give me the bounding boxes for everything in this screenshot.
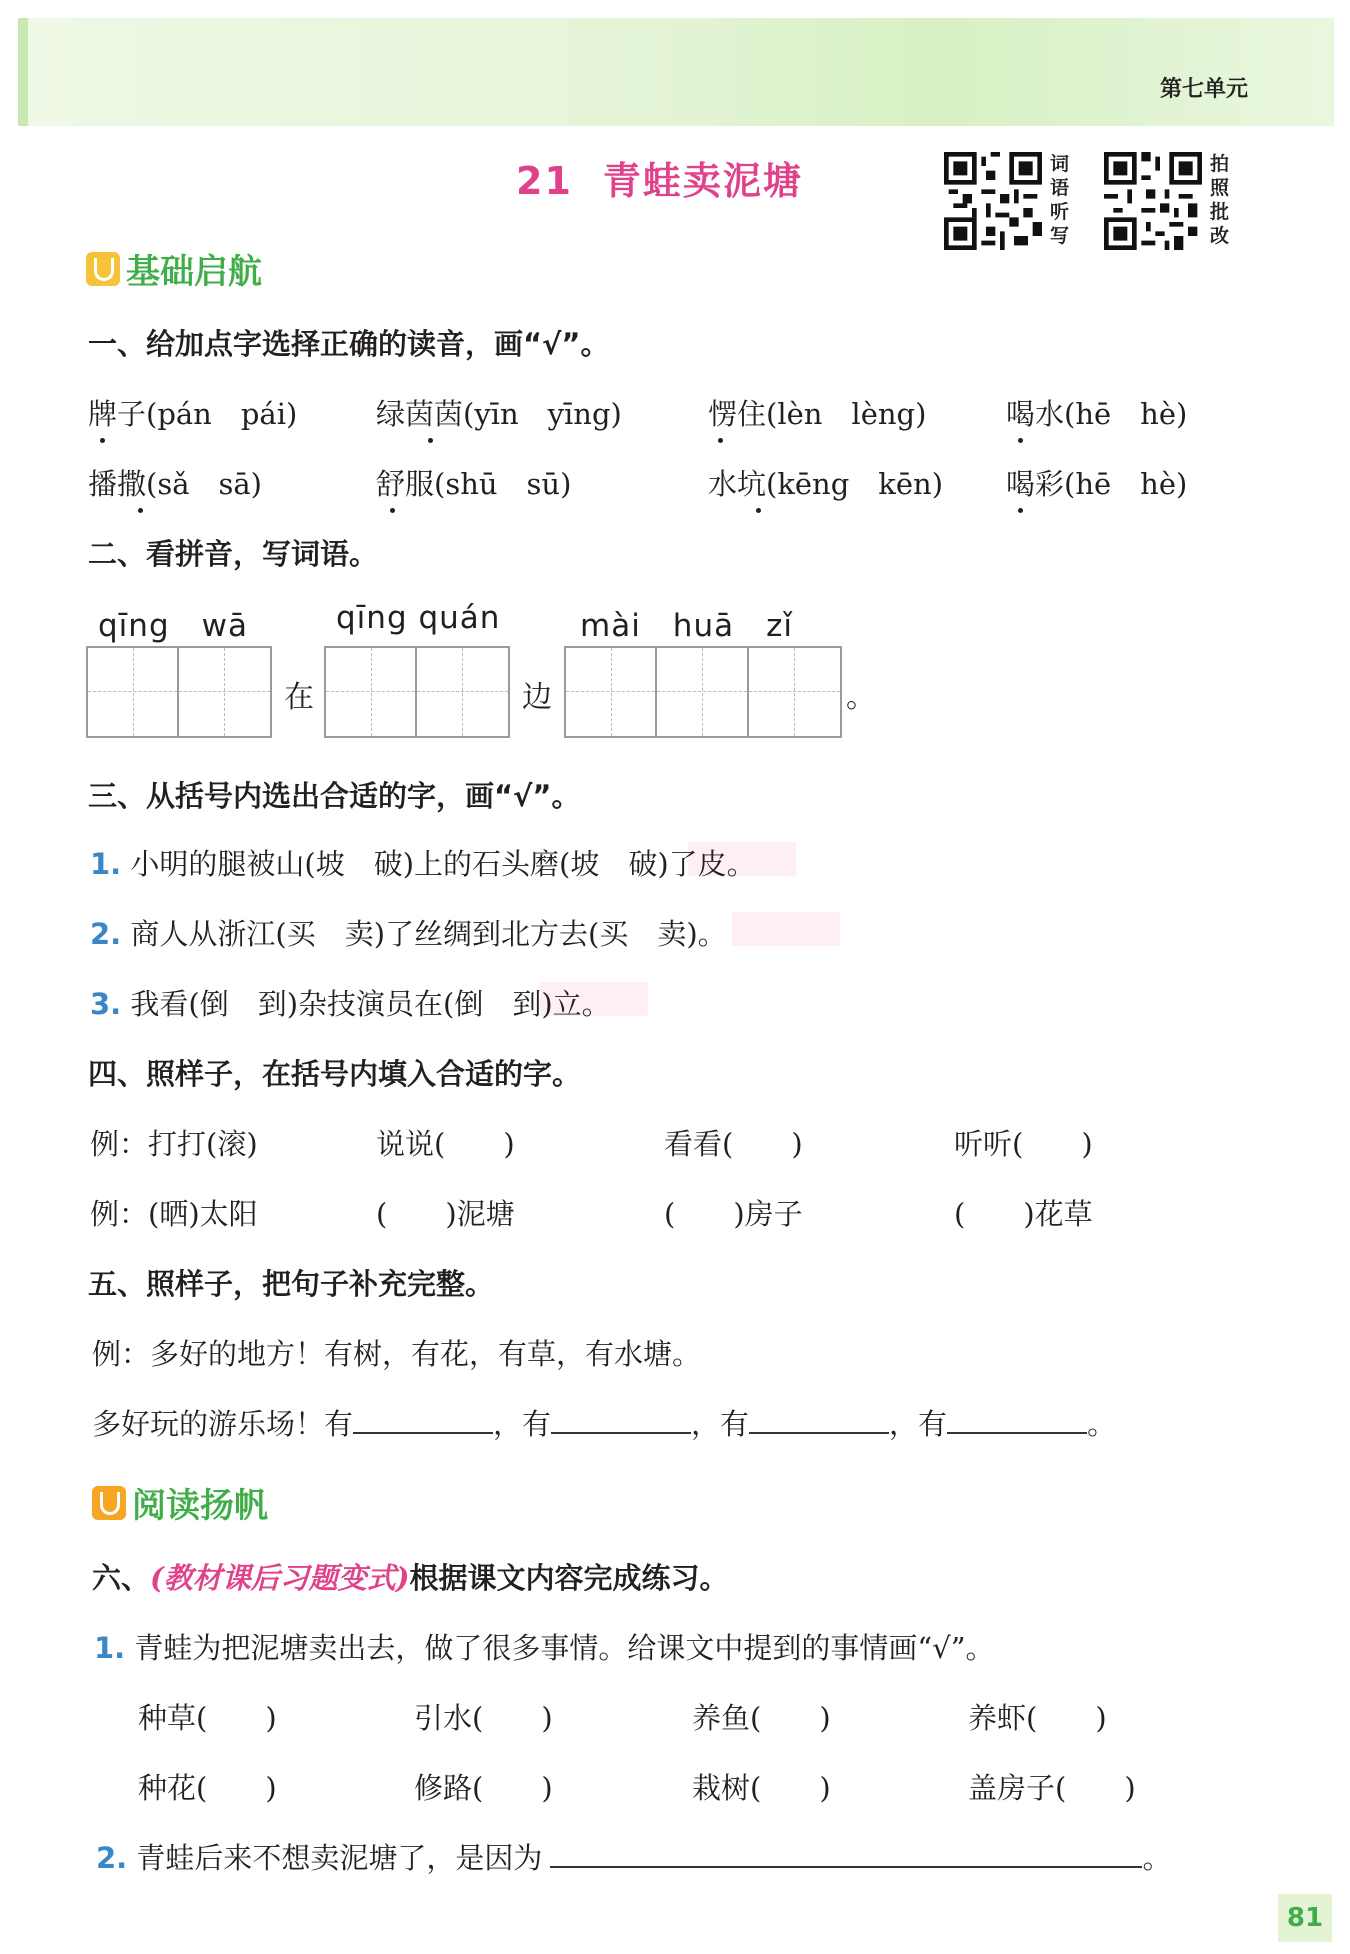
q5-example: 例：多好的地方！有树，有花，有草，有水塘。 xyxy=(92,1337,702,1371)
qr-code-icon[interactable] xyxy=(944,152,1042,250)
connector-text: 在 xyxy=(284,680,314,715)
q5-prompt xyxy=(92,1402,1116,1443)
q1-item: 牌子(pán pái) xyxy=(88,397,298,431)
qr-label-dictation: 词语听写 xyxy=(1050,153,1070,247)
q4-item[interactable]: 说说( ) xyxy=(376,1127,515,1161)
q1-item: 喝水(hē hè) xyxy=(1006,397,1188,431)
q4-item[interactable]: 听听( ) xyxy=(954,1127,1093,1161)
header-banner xyxy=(18,18,1334,126)
emphasis-dot xyxy=(428,438,433,443)
q4-item[interactable]: ( )房子 xyxy=(664,1197,803,1231)
q6-choice[interactable]: 种花( ) xyxy=(138,1771,277,1805)
q1-item: 播撒(sǎ sā) xyxy=(88,467,262,501)
q4-item: 例：打打(滚) xyxy=(90,1127,258,1161)
emphasis-dot xyxy=(1018,438,1023,443)
pinyin: qīng wā xyxy=(98,608,248,644)
q6-choice[interactable]: 养鱼( ) xyxy=(692,1701,831,1735)
q4-item[interactable]: ( )泥塘 xyxy=(376,1197,515,1231)
item-text: 青蛙后来不想卖泥塘了，是因为 xyxy=(136,1841,543,1875)
item-number: 2. xyxy=(96,1841,128,1875)
lesson-title xyxy=(516,150,803,205)
item-number: 3. xyxy=(90,987,122,1021)
answer-blank[interactable] xyxy=(749,1404,889,1434)
pinyin: qīng quán xyxy=(336,600,501,636)
lesson-number: 21 xyxy=(516,159,573,203)
item-text: 商人从浙江(买 卖)了丝绸到北方去(买 卖)。 xyxy=(130,917,727,951)
q6-choice[interactable]: 修路( ) xyxy=(414,1771,553,1805)
q6-item1 xyxy=(94,1626,995,1667)
prompt-text: ，有 xyxy=(493,1407,552,1441)
item-text: 小明的腿被山(坡 破)上的石头磨(坡 破)了皮。 xyxy=(130,847,756,881)
writing-grid[interactable] xyxy=(324,646,510,738)
q6-choice[interactable]: 种草( ) xyxy=(138,1701,277,1735)
item-number: 1. xyxy=(90,847,122,881)
q4-item: 例：(晒)太阳 xyxy=(90,1197,258,1231)
qr-label-photo-grading: 拍照批改 xyxy=(1210,153,1230,247)
pinyin: mài huā zǐ xyxy=(580,608,793,644)
item-text: 。 xyxy=(1142,1841,1172,1875)
item-text: 青蛙为把泥塘卖出去，做了很多事情。给课文中提到的事情画“√”。 xyxy=(134,1631,995,1665)
q6-heading xyxy=(92,1556,728,1597)
q4-item[interactable]: 看看( ) xyxy=(664,1127,803,1161)
q1-item: 舒服(shū sū) xyxy=(376,467,572,501)
page-number: 81 xyxy=(1278,1894,1332,1942)
q3-item xyxy=(90,982,611,1023)
section-basic xyxy=(86,244,262,293)
qr-code-icon[interactable] xyxy=(1104,152,1202,250)
highlight xyxy=(732,912,840,946)
item-text: 我看(倒 到)杂技演员在(倒 到)立。 xyxy=(130,987,611,1021)
connector-text: 。 xyxy=(846,680,876,715)
writing-grid[interactable] xyxy=(86,646,272,738)
q2-heading: 二、看拼音，写词语。 xyxy=(88,537,379,571)
answer-blank[interactable] xyxy=(550,1838,1142,1868)
answer-blank[interactable] xyxy=(353,1404,493,1434)
emphasis-dot xyxy=(390,508,395,513)
q3-item xyxy=(90,912,727,953)
q6-choice[interactable]: 栽树( ) xyxy=(692,1771,831,1805)
q6-choice[interactable]: 养虾( ) xyxy=(968,1701,1107,1735)
prompt-text: ，有 xyxy=(889,1407,948,1441)
q4-heading: 四、照样子，在括号内填入合适的字。 xyxy=(88,1057,582,1091)
q6-rest: 根据课文内容完成练习。 xyxy=(409,1561,729,1595)
q6-item2 xyxy=(96,1836,1171,1877)
q6-prefix: 六、 xyxy=(92,1561,151,1595)
writing-grid[interactable] xyxy=(564,646,842,738)
section-reading-title: 阅读扬帆 xyxy=(132,1486,268,1526)
answer-blank[interactable] xyxy=(551,1404,691,1434)
emphasis-dot xyxy=(756,508,761,513)
emphasis-dot xyxy=(1018,508,1023,513)
emphasis-dot xyxy=(138,508,143,513)
q5-heading: 五、照样子，把句子补充完整。 xyxy=(88,1267,495,1301)
lesson-title-text: 青蛙卖泥塘 xyxy=(602,159,803,203)
section-basic-title: 基础启航 xyxy=(126,252,262,292)
q1-heading: 一、给加点字选择正确的读音，画“√”。 xyxy=(88,327,610,361)
answer-blank[interactable] xyxy=(947,1404,1087,1434)
prompt-text: 多好玩的游乐场！有 xyxy=(92,1407,354,1441)
prompt-text: 。 xyxy=(1087,1407,1117,1441)
sail-icon xyxy=(92,1486,126,1520)
section-reading xyxy=(92,1478,268,1527)
q4-item[interactable]: ( )花草 xyxy=(954,1197,1093,1231)
q1-item: 喝彩(hē hè) xyxy=(1006,467,1188,501)
emphasis-dot xyxy=(718,438,723,443)
prompt-text: ，有 xyxy=(691,1407,750,1441)
q3-heading: 三、从括号内选出合适的字，画“√”。 xyxy=(88,779,581,813)
q1-item: 愣住(lèn lèng) xyxy=(708,397,927,431)
q6-choice[interactable]: 盖房子( ) xyxy=(968,1771,1136,1805)
anchor-icon xyxy=(86,252,120,286)
item-number: 1. xyxy=(94,1631,126,1665)
unit-label: 第七单元 xyxy=(1159,77,1248,102)
item-number: 2. xyxy=(90,917,122,951)
emphasis-dot xyxy=(100,438,105,443)
q1-item: 水坑(kēng kēn) xyxy=(708,467,944,501)
connector-text: 边 xyxy=(522,680,552,715)
q6-tag: (教材课后习题变式) xyxy=(150,1561,410,1595)
q6-choice[interactable]: 引水( ) xyxy=(414,1701,553,1735)
q3-item xyxy=(90,842,756,883)
q1-item: 绿茵茵(yīn yīng) xyxy=(376,397,622,431)
